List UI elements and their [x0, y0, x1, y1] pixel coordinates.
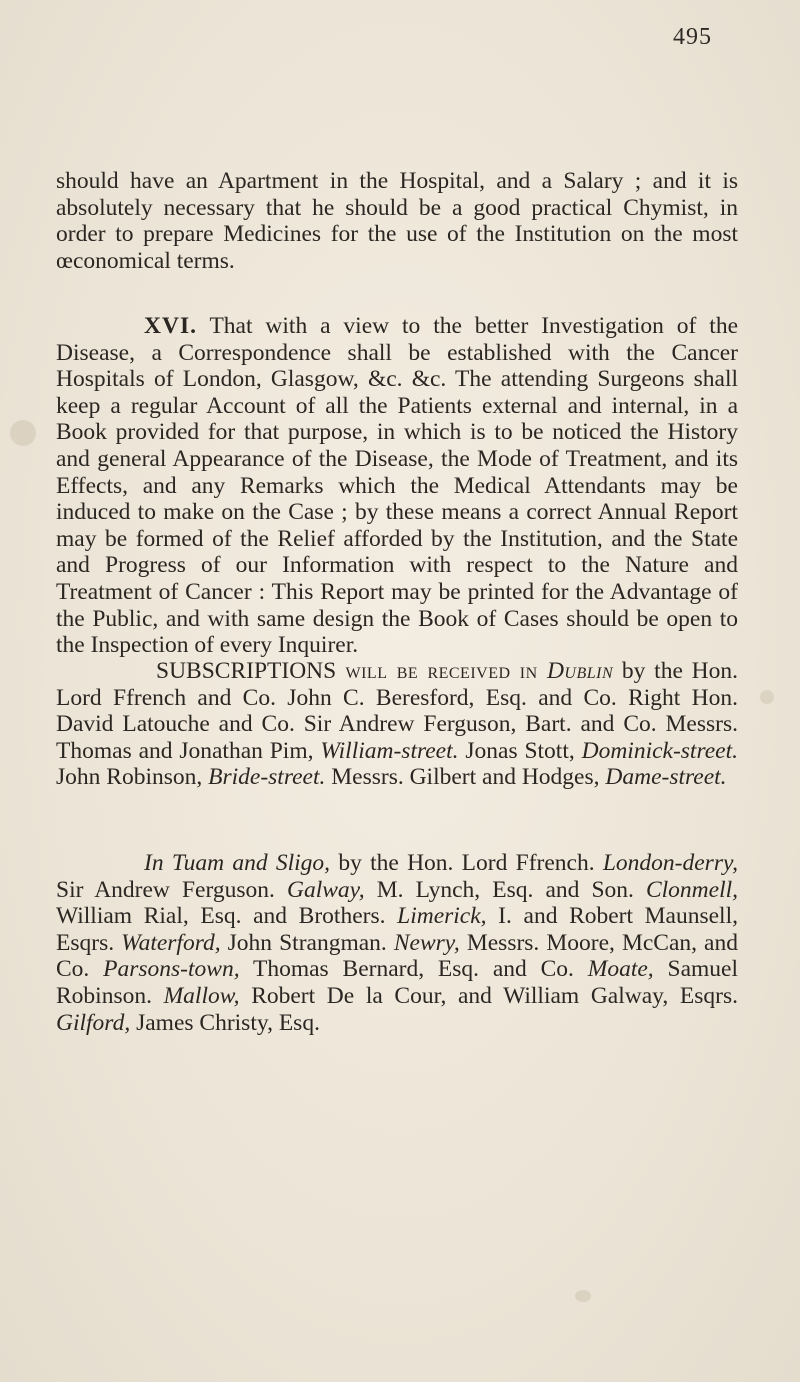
agent-text: William Rial, Esq. and Brothers. — [56, 903, 398, 930]
place-name: Moate, — [587, 956, 654, 983]
place-name: Waterford, — [121, 929, 221, 956]
agent-text: M. Lynch, Esq. and Son. — [364, 876, 646, 903]
agent-text: James Christy, Esq. — [130, 1009, 320, 1036]
place-name: Newry, — [393, 929, 460, 956]
paper-stain — [10, 420, 36, 446]
page-number: 495 — [673, 24, 712, 50]
subscriber-list: John Robinson, — [56, 764, 209, 791]
section-number: XVI. — [144, 313, 197, 339]
street-name: Dame-street. — [605, 764, 727, 791]
place-name: Gilford, — [56, 1009, 131, 1036]
place-name: Clonmell, — [645, 876, 739, 903]
paper-stain — [760, 690, 774, 704]
street-name: William-street. — [320, 737, 459, 764]
agent-text: John Strangman. — [220, 929, 394, 956]
agent-text: Samuel Robinson. — [56, 956, 739, 1009]
subscriber-list: by the Hon. Lord Ffrench and Co. John C. Beresford, Esq. and Co. Right Hon. David Latouche and Co. Sir Andrew Ferguson, Bart. and Co. Messrs. Thomas and Jonathan Pim, — [56, 658, 738, 764]
agent-text: Thomas Bernard, Esq. and Co. — [239, 956, 588, 983]
subscriptions-heading: SUBSCRIPTIONS — [156, 658, 337, 684]
agent-text: Sir Andrew Ferguson. — [56, 876, 287, 903]
place-name: Mallow, — [163, 982, 240, 1009]
subscriber-list: Messrs. Gilbert and Hodges, — [325, 764, 606, 791]
agent-text: by the Hon. Lord Ffrench. — [330, 850, 603, 876]
paragraph-text — [56, 850, 738, 1036]
subscriber-list: Jonas Stott, — [458, 737, 582, 764]
received-phrase: will be received in — [336, 658, 547, 684]
section-body: That with a view to the better Investigation of the Disease, a Correspondence shall be established with the Cancer Hospitals of London, Glasgow, &c. &c. The attending Surgeons shall keep a regular Account of all the Patients external and internal, in a Book provided for that purpose, in which is to be noticed the History and general Appearance of the Disease, the Mode of Treatment, and its Effects, and any Remarks which the Medical Attendants may be induced to make on the Case ; by these means a correct Annual Report may be formed of the Relief afforded by the Institution, and the State and Progress of our Information with respect to the Nature and Treatment of Cancer : This Report may be printed for the Advantage of the Public, and with same design the Book of Cases should be open to the Inspection of every Inquirer. — [56, 313, 738, 659]
agent-text: I. and Robert Maunsell, Esqrs. — [56, 903, 738, 956]
agent-text: Robert De la Cour, and William Galway, Esqrs. — [239, 982, 738, 1009]
place-name: Limerick, — [397, 903, 487, 930]
agent-text: Messrs. Moore, McCan, and Co. — [56, 929, 738, 983]
continuation-paragraph — [56, 168, 738, 274]
paragraph-text — [56, 658, 738, 791]
place-name: London-derry, — [602, 850, 738, 876]
paragraph-text: should have an Apartment in the Hospital, and a Salary ; and it is absolutely necessary that he should be a good practical Chymist, in order to prepare Medicines for the use of the Institution on the most œconomical terms. — [56, 168, 738, 274]
paragraph-text — [56, 313, 738, 659]
place-name: Galway, — [286, 876, 365, 903]
country-agents-paragraph — [56, 850, 738, 1036]
place-name: Parsons-town, — [103, 956, 240, 983]
paper-stain — [575, 1290, 591, 1302]
subscriptions-paragraph — [56, 658, 738, 791]
section-xvi-paragraph — [56, 313, 738, 659]
place-name: In Tuam and Sligo, — [144, 850, 331, 876]
street-name: Bride-street. — [208, 764, 326, 791]
street-name: Dominick-street. — [581, 737, 738, 764]
city-name: Dublin — [546, 658, 614, 684]
